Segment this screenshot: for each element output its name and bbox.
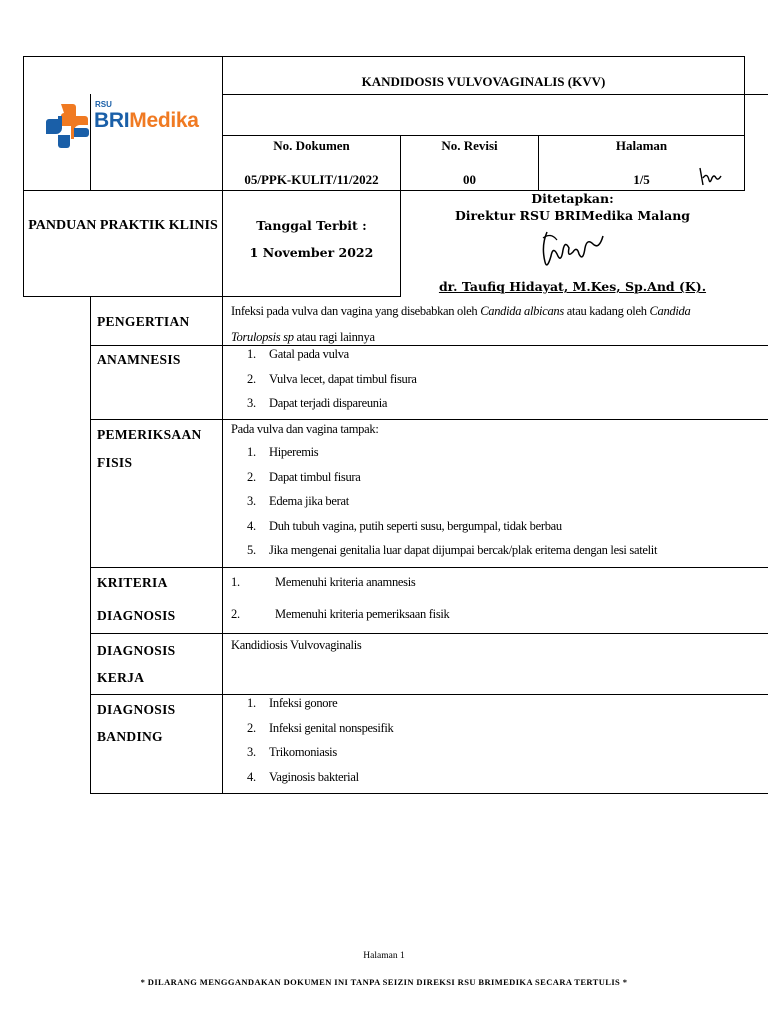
pemeriksaan-list <box>247 445 657 568</box>
issue-date-label: Tanggal Terbit : <box>256 218 367 233</box>
approved-by: Direktur RSU BRIMedika Malang <box>454 208 691 223</box>
kerja-text: Kandidiosis Vulvovaginalis <box>231 638 362 652</box>
list-item: 4. Duh tubuh vagina, putih seperti susu, bergumpal, tidak berbau <box>247 518 562 533</box>
doc-number-value: 05/PPK-KULIT/11/2022 <box>244 172 379 187</box>
page-label: Halaman <box>615 138 668 153</box>
banding-label-2: BANDING <box>97 729 163 744</box>
list-item: 1. Hiperemis <box>247 445 319 459</box>
kriteria-item-2: 2. Memenuhi kriteria pemeriksaan fisik <box>231 607 450 621</box>
doc-number-label: No. Dokumen <box>273 138 350 153</box>
list-item: 4. Vaginosis bakterial <box>247 769 359 784</box>
page-value: 1/5 <box>633 172 650 187</box>
hospital-logo <box>44 100 214 152</box>
list-item: 1. Gatal pada vulva <box>247 347 349 361</box>
kriteria-label-2: DIAGNOSIS <box>97 608 176 623</box>
pengertian-text-1: Infeksi pada vulva dan vagina yang disebabkan oleh <box>231 304 481 318</box>
list-item: 3. Edema jika berat <box>247 494 349 508</box>
approved-label: Ditetapkan: <box>531 191 614 206</box>
list-item: 2. Vulva lecet, dapat timbul fisura <box>247 371 417 386</box>
anamnesis-list <box>247 347 417 421</box>
kriteria-item-1: 1. Memenuhi kriteria anamnesis <box>231 575 416 589</box>
pemeriksaan-label-2: FISIS <box>97 455 133 470</box>
pengertian-label: PENGERTIAN <box>97 314 190 329</box>
signer-name: dr. Taufiq Hidayat, M.Kes, Sp.And (K). <box>438 279 707 294</box>
logo-bri-text: BRI <box>94 109 130 132</box>
logo-medika-text: Medika <box>129 109 199 132</box>
banding-label-1: DIAGNOSIS <box>97 702 176 717</box>
list-item: 2. Infeksi genital nonspesifik <box>247 720 394 735</box>
banding-list <box>247 696 394 794</box>
revision-label: No. Revisi <box>441 138 498 153</box>
pemeriksaan-intro: Pada vulva dan vagina tampak: <box>231 422 379 436</box>
pengertian-italic-2: Candida <box>649 304 691 318</box>
list-item: 5. Jika mengenai genitalia luar dapat dijumpai bercak/plak eritema dengan lesi satelit <box>247 543 658 557</box>
director-signature <box>537 228 607 274</box>
pemeriksaan-label-1: PEMERIKSAAN <box>97 427 202 442</box>
pengertian-italic-3: Torulopsis sp <box>231 330 294 344</box>
footer-notice: * DILARANG MENGGANDAKAN DOKUMEN INI TANPA SEIZIN DIREKSI RSU BRIMEDIKA SECARA TERTULIS * <box>140 977 628 987</box>
logo-rsu-text: RSU <box>95 100 112 109</box>
pengertian-text-3: atau ragi lainnya <box>293 330 375 344</box>
pengertian-text <box>231 298 768 350</box>
issue-date-value: 1 November 2022 <box>249 245 374 260</box>
kerja-label-1: DIAGNOSIS <box>97 643 176 658</box>
initials-signature <box>697 166 723 188</box>
logo-brand <box>94 109 199 133</box>
list-item: 2. Dapat timbul fisura <box>247 469 361 484</box>
document-title: KANDIDOSIS VULVOVAGINALIS (KVV) <box>361 74 606 89</box>
pengertian-italic-1: Candida albicans <box>480 304 564 318</box>
list-item: 1. Infeksi gonore <box>247 696 338 710</box>
pengertian-text-2: atau kadang oleh <box>563 304 650 318</box>
list-item: 3. Dapat terjadi dispareunia <box>247 396 388 410</box>
medical-cross-logo-icon <box>44 102 90 150</box>
guide-label: PANDUAN PRAKTIK KLINIS <box>28 218 218 233</box>
list-item: 3. Trikomoniasis <box>247 745 337 759</box>
revision-value: 00 <box>463 172 476 187</box>
footer-page: Halaman 1 <box>363 951 405 961</box>
anamnesis-label: ANAMNESIS <box>97 352 181 367</box>
kriteria-label-1: KRITERIA <box>97 575 168 590</box>
kerja-label-2: KERJA <box>97 670 145 685</box>
